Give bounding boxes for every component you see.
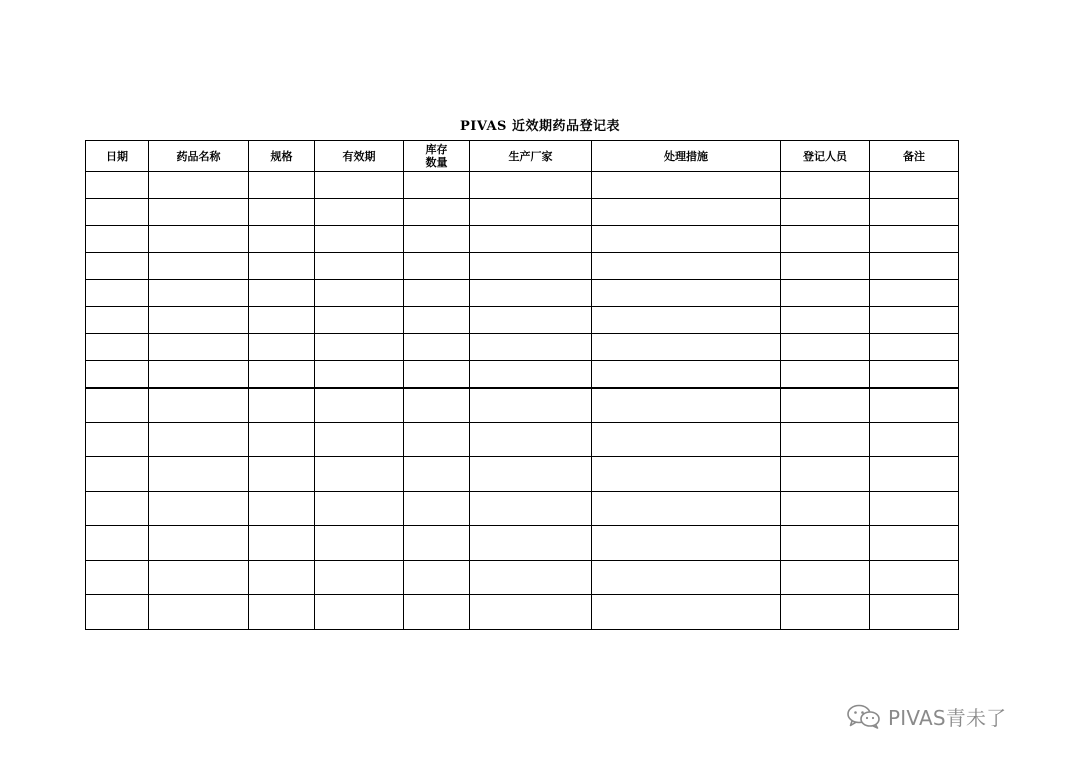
table-cell: [315, 280, 404, 307]
table-cell: [149, 595, 249, 630]
table-cell: [86, 491, 149, 526]
wechat-icon: [846, 703, 882, 729]
table-cell: [249, 280, 315, 307]
table-cell: [404, 253, 470, 280]
table-cell: [149, 280, 249, 307]
table-cell: [404, 280, 470, 307]
table-cell: [86, 280, 149, 307]
table-cell: [870, 526, 959, 561]
table-cell: [870, 253, 959, 280]
table-row: [86, 388, 959, 423]
table-cell: [315, 595, 404, 630]
table-cell: [315, 226, 404, 253]
table-row: [86, 422, 959, 457]
table-cell: [592, 560, 781, 595]
table-cell: [404, 388, 470, 423]
table-cell: [249, 388, 315, 423]
table-cell: [470, 361, 592, 388]
table-cell: [781, 388, 870, 423]
table-cell: [315, 307, 404, 334]
table-cell: [149, 334, 249, 361]
table-cell: [315, 491, 404, 526]
table-cell: [249, 457, 315, 492]
table-cell: [470, 199, 592, 226]
table-cell: [781, 361, 870, 388]
table-cell: [315, 526, 404, 561]
table-cell: [249, 491, 315, 526]
table-cell: [470, 226, 592, 253]
header-specification: 规格: [249, 141, 315, 172]
table-cell: [149, 172, 249, 199]
table-cell: [870, 334, 959, 361]
table-cell: [404, 334, 470, 361]
table-cell: [404, 560, 470, 595]
table-cell: [592, 199, 781, 226]
table-cell: [870, 361, 959, 388]
table-cell: [249, 307, 315, 334]
table-cell: [870, 457, 959, 492]
table-cell: [470, 253, 592, 280]
table-cell: [249, 526, 315, 561]
table-cell: [470, 334, 592, 361]
table-row: [86, 226, 959, 253]
table-cell: [470, 526, 592, 561]
table-cell: [470, 595, 592, 630]
table-cell: [404, 595, 470, 630]
table-cell: [249, 226, 315, 253]
table-cell: [470, 280, 592, 307]
table-cell: [781, 422, 870, 457]
table-cell: [592, 280, 781, 307]
table-cell: [404, 307, 470, 334]
table-cell: [592, 361, 781, 388]
table-cell: [249, 422, 315, 457]
table-cell: [781, 334, 870, 361]
table-cell: [592, 422, 781, 457]
table-cell: [781, 526, 870, 561]
table-cell: [86, 595, 149, 630]
table-cell: [781, 199, 870, 226]
header-stock-quantity: 库存 数量: [404, 141, 470, 172]
table-cell: [870, 307, 959, 334]
table-cell: [781, 253, 870, 280]
watermark: [846, 702, 1006, 730]
table-cell: [592, 172, 781, 199]
table-cell: [249, 253, 315, 280]
table-cell: [86, 457, 149, 492]
table-cell: [781, 560, 870, 595]
header-drug-name: 药品名称: [149, 141, 249, 172]
table-cell: [86, 172, 149, 199]
table-cell: [404, 422, 470, 457]
table-row: [86, 172, 959, 199]
table-cell: [781, 226, 870, 253]
table-cell: [592, 595, 781, 630]
table-row: [86, 307, 959, 334]
table-cell: [149, 526, 249, 561]
table-cell: [592, 457, 781, 492]
table-cell: [86, 361, 149, 388]
table-cell: [592, 226, 781, 253]
table-cell: [870, 280, 959, 307]
table-cell: [870, 595, 959, 630]
table-row: [86, 280, 959, 307]
table-cell: [781, 595, 870, 630]
form-title: PIVAS 近效期药品登记表: [460, 119, 620, 134]
header-manufacturer: 生产厂家: [470, 141, 592, 172]
table-cell: [86, 253, 149, 280]
table-cell: [249, 595, 315, 630]
table-cell: [870, 172, 959, 199]
table-cell: [315, 457, 404, 492]
table-cell: [315, 199, 404, 226]
table-cell: [149, 226, 249, 253]
table-cell: [404, 226, 470, 253]
table-cell: [86, 560, 149, 595]
table-cell: [149, 199, 249, 226]
table-cell: [149, 457, 249, 492]
table-cell: [86, 226, 149, 253]
table-cell: [249, 199, 315, 226]
table-cell: [315, 560, 404, 595]
table-cell: [592, 253, 781, 280]
table-cell: [781, 172, 870, 199]
table-cell: [470, 307, 592, 334]
table-cell: [86, 422, 149, 457]
table-row: [86, 457, 959, 492]
table-cell: [870, 199, 959, 226]
table-cell: [149, 560, 249, 595]
table-cell: [592, 307, 781, 334]
table-cell: [249, 361, 315, 388]
table-row: [86, 361, 959, 388]
table-cell: [592, 491, 781, 526]
table-cell: [781, 280, 870, 307]
table-cell: [404, 526, 470, 561]
table-cell: [86, 307, 149, 334]
table-cell: [404, 172, 470, 199]
table-cell: [249, 334, 315, 361]
table-cell: [592, 388, 781, 423]
table-cell: [149, 388, 249, 423]
table-row: [86, 199, 959, 226]
table-row: [86, 526, 959, 561]
table-row: [86, 253, 959, 280]
table-cell: [149, 253, 249, 280]
table-cell: [149, 307, 249, 334]
table-cell: [249, 560, 315, 595]
table-cell: [470, 491, 592, 526]
header-registrant: 登记人员: [781, 141, 870, 172]
table-cell: [404, 199, 470, 226]
table-header-row: [86, 141, 959, 172]
table-row: [86, 595, 959, 630]
table-cell: [470, 560, 592, 595]
table-cell: [86, 526, 149, 561]
table-cell: [315, 334, 404, 361]
watermark-text: PIVAS青未了: [888, 705, 1007, 730]
table-cell: [592, 334, 781, 361]
header-date: 日期: [86, 141, 149, 172]
table-cell: [870, 491, 959, 526]
table-cell: [86, 334, 149, 361]
table-cell: [781, 457, 870, 492]
table-cell: [249, 172, 315, 199]
drug-register-table: [85, 140, 959, 630]
table-cell: [470, 422, 592, 457]
table-cell: [404, 457, 470, 492]
table-cell: [781, 307, 870, 334]
table-cell: [470, 172, 592, 199]
header-handling-measures: 处理措施: [592, 141, 781, 172]
table-row: [86, 560, 959, 595]
table-cell: [86, 388, 149, 423]
header-expiry-date: 有效期: [315, 141, 404, 172]
table-cell: [315, 253, 404, 280]
table-cell: [781, 491, 870, 526]
table-cell: [870, 560, 959, 595]
table-cell: [870, 226, 959, 253]
table-cell: [315, 388, 404, 423]
table-cell: [315, 172, 404, 199]
table-cell: [870, 422, 959, 457]
table-row: [86, 491, 959, 526]
table-cell: [315, 361, 404, 388]
table-cell: [149, 361, 249, 388]
header-remarks: 备注: [870, 141, 959, 172]
table-cell: [86, 199, 149, 226]
table-cell: [149, 422, 249, 457]
table-cell: [870, 388, 959, 423]
table-cell: [470, 388, 592, 423]
table-cell: [404, 491, 470, 526]
table-row: [86, 334, 959, 361]
table-cell: [470, 457, 592, 492]
table-cell: [404, 361, 470, 388]
table-cell: [149, 491, 249, 526]
table-cell: [315, 422, 404, 457]
table-cell: [592, 526, 781, 561]
